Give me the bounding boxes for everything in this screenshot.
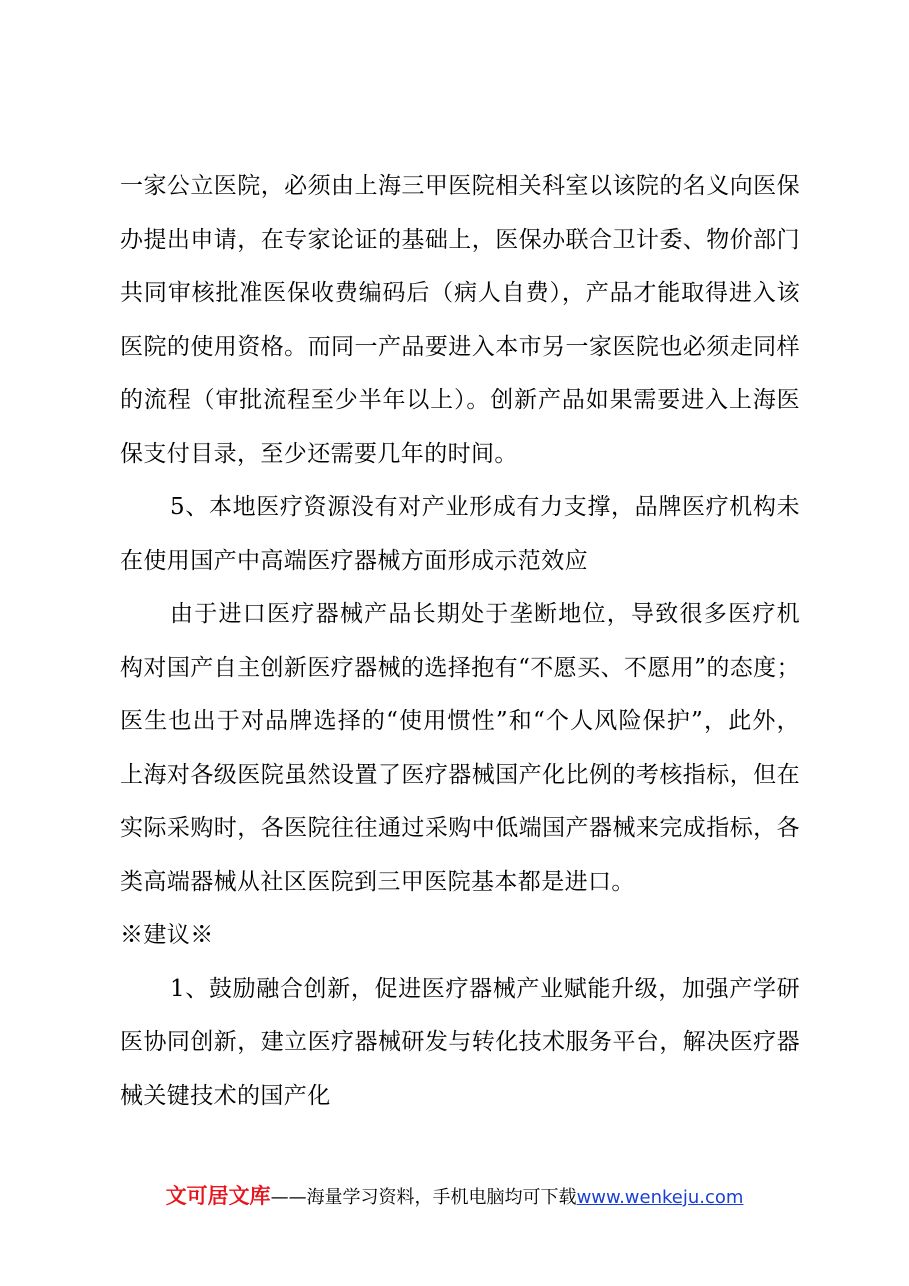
paragraph-continuation: 一家公立医院，必须由上海三甲医院相关科室以该院的名义向医保办提出申请，在专家论证的基础上，医保办联合卫计委、物价部门共同审核批准医保收费编码后（病人自费），产品才能取得进入该医院的使用资格。而同一产品要进入本市另一家医院也必须走同样的流程（审批流程至少半年以上）。创新产品如果需要进入上海医保支付目录，至少还需要几年的时间。 [120, 173, 800, 467]
footer-banner [0, 1182, 909, 1212]
footer-site-link[interactable]: www.wenkeju.com [576, 1187, 744, 1208]
section-heading-suggestions: ※建议※ [120, 922, 214, 948]
paragraph-heading-5: 5、本地医疗资源没有对产业形成有力支撑，品牌医疗机构未在使用国产中高端医疗器械方面形成示范效应 [120, 494, 800, 574]
footer-tagline: ——海量学习资料，手机电脑均可下载 [270, 1187, 577, 1208]
footer-brand: 文可居文库 [165, 1184, 271, 1208]
document-body [120, 160, 800, 1123]
paragraph-import-monopoly: 由于进口医疗器械产品长期处于垄断地位，导致很多医疗机构对国产自主创新医疗器械的选择抱有“不愿买、不愿用”的态度；医生也出于对品牌选择的“使用惯性”和“个人风险保护”，此外，上海对各级医院虽然设置了医疗器械国产化比例的考核指标，但在实际采购时，各医院往往通过采购中低端国产器械来完成指标，各类高端器械从社区医院到三甲医院基本都是进口。 [120, 601, 800, 895]
paragraph-suggestion-1: 1、鼓励融合创新，促进医疗器械产业赋能升级，加强产学研医协同创新，建立医疗器械研发与转化技术服务平台，解决医疗器械关键技术的国产化 [120, 975, 800, 1109]
